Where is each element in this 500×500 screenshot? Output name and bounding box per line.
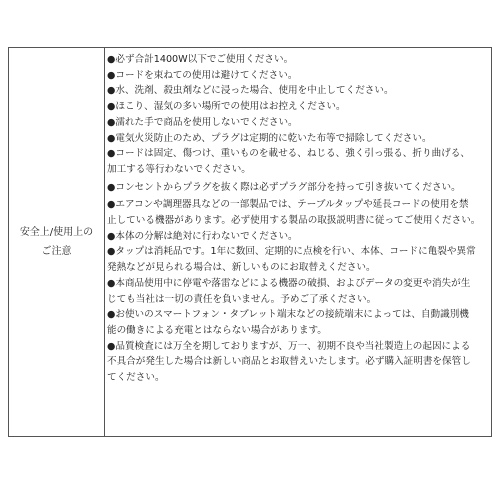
caution-item: ●コードは固定、傷つけ、重いものを載せる、ねじる、強く引っ張る、折り曲げる、 加工する等行わないでください。 <box>107 148 470 175</box>
caution-item: ●濡れた手で商品を使用しないでください。 <box>107 116 298 128</box>
section-label: 安全上/使用上の ご注意 <box>19 227 94 257</box>
caution-item: ●コンセントからプラグを抜く際は必ずプラグ部分を持って引き抜いてください。 <box>107 181 461 193</box>
caution-item: ●電気火災防止のため、プラグは定期的に乾いた布等で掃除してください。 <box>107 132 432 144</box>
caution-item: ●本体の分解は絶対に行わないでください。 <box>107 230 298 242</box>
caution-item: ●水、洗剤、殺虫剤などに浸った場合、使用を中止してください。 <box>107 85 394 97</box>
caution-item: ●タップは消耗品です。1年に数回、定期的に点検を行い、本体、コードに亀裂や異常 発熱などが見られる場合は、新しいものにお取替えください。 <box>107 246 476 274</box>
caution-item: ●本商品使用中に停電や落雷などによる機器の破損、およびデータの変更や消失が生 じても当社は一切の責任を負いません。予めご了承ください。 <box>107 277 471 305</box>
column-divider <box>104 48 105 436</box>
caution-table <box>8 47 492 437</box>
caution-item: ●お使いのスマートフォン・タブレット端末などの接続端末によっては、自動識別機 能の働きによる充電とはならない場合があります。 <box>107 309 469 336</box>
caution-list <box>107 52 487 386</box>
caution-item: ●エアコンや調理器具などの一部製品では、テーブルタップや延長コードの使用を禁 止している機器があります。必ず使用する製品の取扱説明書に従ってご使用ください。 <box>107 199 481 227</box>
caution-item: ●必ず合計1400W以下でご使用ください。 <box>107 54 294 65</box>
caution-item: ●品質検査には万全を期しておりますが、万一、初期不良や当社製造上の起因による 不具合が発生した場合は新しい商品とお取替えいたします。必ず購入証明書を保管し てください。 <box>107 340 471 384</box>
caution-item: ●コードを束ねての使用は避けてください。 <box>107 69 298 81</box>
section-label-cell <box>9 48 104 436</box>
caution-item: ●ほこり、湿気の多い場所での使用はお控えください。 <box>107 101 346 113</box>
